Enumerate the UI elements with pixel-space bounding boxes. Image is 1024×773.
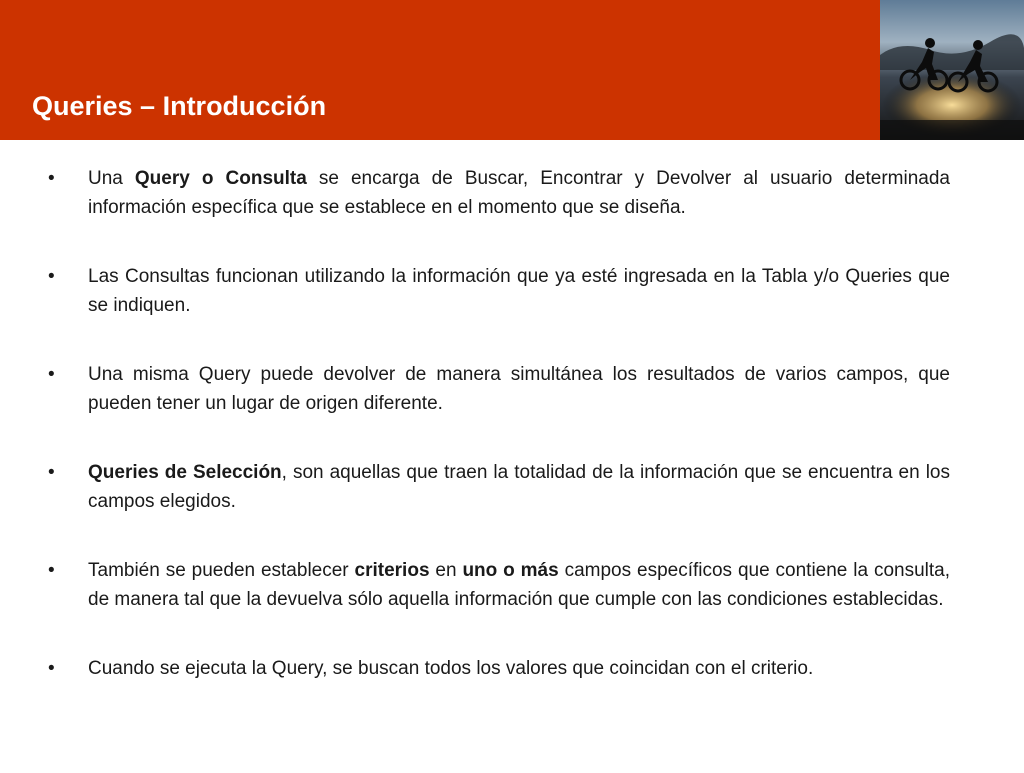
bullet-item — [48, 458, 950, 516]
bullet-text-bold: Queries de Selección — [88, 462, 282, 483]
bullet-text — [88, 168, 950, 218]
bullet-marker: • — [48, 364, 55, 385]
bullet-text-bold: Query o Consulta — [134, 168, 307, 189]
bullet-text-run: , son aquellas que traen la totalidad de la información que se encuentra en los campos elegidos. — [88, 462, 950, 512]
bullet-text-run: También se pueden establecer — [88, 560, 355, 581]
title-banner — [0, 0, 880, 140]
bullet-marker: • — [48, 266, 55, 287]
cyclists-photo — [880, 0, 1024, 140]
bullet-list — [48, 164, 950, 683]
bullet-text-bold: uno o más — [462, 560, 559, 581]
bullet-item — [48, 654, 950, 683]
bullet-marker: • — [48, 462, 55, 483]
bullet-text-run: Una misma Query puede devolver de manera simultánea los resultados de varios campos, que pueden tener un lugar de origen diferente. — [88, 364, 950, 414]
cyclists-photo-image — [880, 0, 1024, 140]
bullet-text — [88, 462, 950, 512]
bullet-text-run: se encarga de Buscar, Encontrar y Devolver al usuario determinada información específica que se establece en el momento que se diseña. — [88, 168, 951, 218]
bullet-marker: • — [48, 168, 55, 189]
bullet-item — [48, 164, 950, 222]
bullet-text-run: Cuando se ejecuta la Query, se buscan todos los valores que coincidan con el criterio. — [88, 658, 814, 679]
bullet-text — [88, 658, 813, 679]
bullet-text — [88, 364, 950, 414]
bullet-text-run: Una — [88, 168, 135, 189]
bullet-item — [48, 360, 950, 418]
bullet-text-run: en — [429, 560, 463, 581]
bullet-item — [48, 556, 950, 614]
bullet-text — [88, 560, 950, 610]
bullet-text-run: campos específicos que contiene la consulta, de manera tal que la devuelva sólo aquella información que cumple con las condiciones establecidas. — [88, 560, 950, 610]
bullet-item — [48, 262, 950, 320]
bullet-text-bold: criterios — [354, 560, 430, 581]
bullet-text — [88, 266, 950, 316]
bullet-marker: • — [48, 560, 55, 581]
bullet-marker: • — [48, 658, 55, 679]
bullet-text-run: Las Consultas funcionan utilizando la información que ya esté ingresada en la Tabla y/o Queries que se indiquen. — [88, 266, 950, 316]
slide-title: Queries – Introducción — [32, 91, 327, 121]
